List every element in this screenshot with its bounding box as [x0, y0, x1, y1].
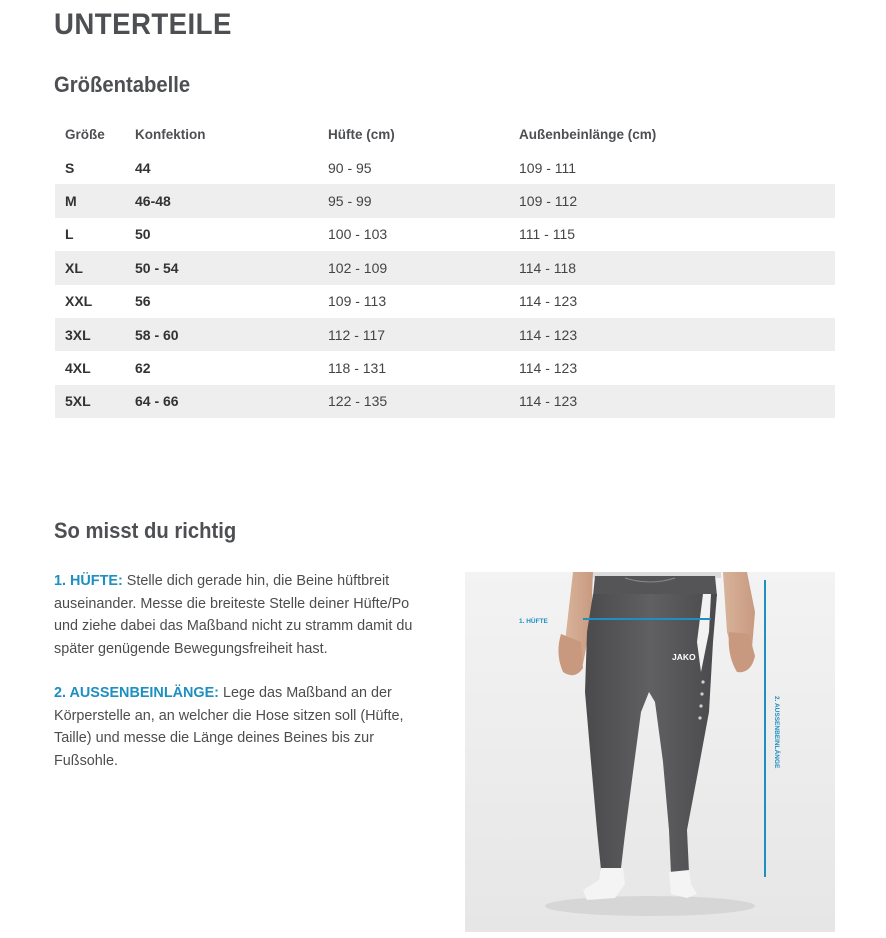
konfektion-cell: 50 — [135, 226, 151, 243]
stripe-dot — [700, 692, 703, 695]
size-cell: 4XL — [65, 360, 91, 377]
brand-logo: JAKO — [672, 652, 696, 662]
aussenbeinlaenge-cell: 111 - 115 — [519, 226, 576, 243]
size-cell: S — [65, 159, 75, 176]
aussenbeinlaenge-cell: 109 - 111 — [519, 159, 577, 176]
step-outseam-text: Lege das Maßband an der Körperstelle an, an welcher die Hose sitzen soll (Hüfte, Taille) und messe die Länge deines Beines bis zur Fußsohle. — [54, 685, 404, 769]
step-outseam-label: 2. AUSSENBEINLÄNGE: — [54, 685, 219, 701]
table-row — [55, 318, 835, 351]
column-header-huefte: Hüfte (cm) — [328, 127, 395, 142]
table-header-row — [55, 118, 835, 151]
stripe-dot — [701, 680, 704, 683]
aussenbeinlaenge-cell: 114 - 118 — [509, 251, 835, 284]
page-title: UNTERTEILE — [54, 8, 232, 41]
table-row — [55, 385, 835, 418]
step-hip-label: 1. HÜFTE: — [54, 573, 123, 589]
huefte-cell: 109 - 113 — [328, 293, 387, 310]
measure-guide-heading: So misst du richtig — [54, 518, 237, 543]
size-cell: XXL — [65, 293, 93, 310]
size-cell: L — [65, 226, 74, 243]
size-cell: XL — [55, 251, 125, 284]
floor-shadow — [545, 896, 755, 916]
table-row — [55, 151, 835, 184]
table-row — [55, 184, 835, 217]
size-cell: M — [55, 184, 125, 217]
konfektion-cell: 56 — [135, 293, 151, 310]
step-outseam — [54, 682, 434, 772]
konfektion-cell: 62 — [135, 360, 151, 377]
measure-instructions — [54, 570, 434, 794]
aussenbeinlaenge-cell: 109 - 112 — [509, 184, 835, 217]
stripe-dot — [698, 716, 701, 719]
aussenbeinlaenge-cell: 114 - 123 — [519, 293, 578, 310]
step-hip — [54, 570, 434, 660]
huefte-cell: 100 - 103 — [328, 226, 388, 243]
konfektion-cell: 46-48 — [125, 184, 318, 217]
step-hip-text: Stelle dich gerade hin, die Beine hüftbreit auseinander. Messe die breiteste Stelle deiner Hüfte/Po und ziehe dabei das Maßband nicht zu stramm damit du später genügende Bewegungsfreiheit hast. — [54, 573, 413, 657]
table-row — [55, 218, 835, 251]
size-table — [55, 118, 835, 418]
hip-measure-label: 1. HÜFTE — [519, 618, 548, 625]
konfektion-cell: 50 - 54 — [125, 251, 318, 284]
column-header-size: Größe — [65, 127, 105, 142]
table-row — [55, 285, 835, 318]
huefte-cell: 122 - 135 — [318, 385, 509, 418]
table-row — [55, 351, 835, 384]
measurement-photo — [465, 572, 835, 932]
huefte-cell: 112 - 117 — [318, 318, 509, 351]
aussenbeinlaenge-cell: 114 - 123 — [509, 385, 835, 418]
konfektion-cell: 64 - 66 — [125, 385, 318, 418]
waistband — [593, 576, 717, 596]
column-header-konfektion: Konfektion — [135, 127, 206, 142]
huefte-cell: 118 - 131 — [328, 360, 387, 377]
size-cell: 5XL — [55, 385, 125, 418]
size-chart-heading: Größentabelle — [54, 72, 191, 97]
konfektion-cell: 44 — [135, 159, 151, 176]
konfektion-cell: 58 - 60 — [125, 318, 318, 351]
huefte-cell: 95 - 99 — [318, 184, 509, 217]
stripe-dot — [699, 704, 702, 707]
huefte-cell: 102 - 109 — [318, 251, 509, 284]
huefte-cell: 90 - 95 — [328, 159, 372, 176]
table-row — [55, 251, 835, 284]
outseam-measure-label: 2. AUSSENBEINLÄNGE — [773, 696, 780, 769]
aussenbeinlaenge-cell: 114 - 123 — [519, 360, 578, 377]
size-cell: 3XL — [55, 318, 125, 351]
aussenbeinlaenge-cell: 114 - 123 — [509, 318, 835, 351]
column-header-aussenbeinlaenge: Außenbeinlänge (cm) — [519, 127, 657, 142]
